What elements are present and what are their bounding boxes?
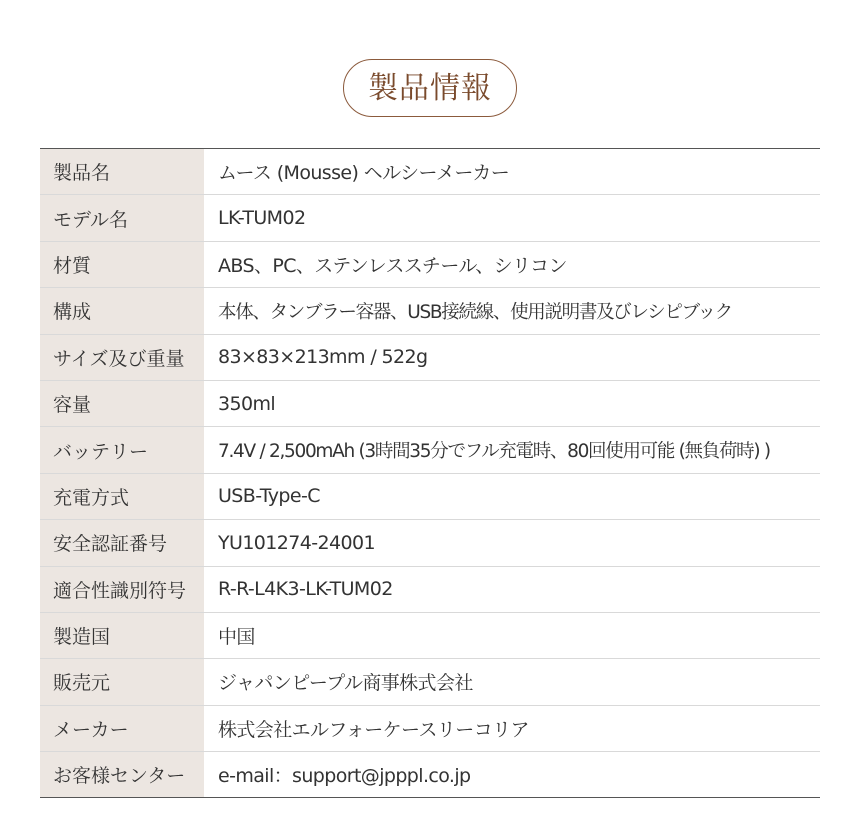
row-label-customer-center: お客様センター [40, 752, 204, 798]
table-row [40, 752, 820, 798]
title-container [0, 59, 860, 117]
row-value-charging: USB-Type-C [204, 473, 820, 519]
table-row [40, 705, 820, 751]
table-row [40, 520, 820, 566]
table-row [40, 659, 820, 705]
row-label-model: モデル名 [40, 195, 204, 241]
row-value-safety-cert: YU101274-24001 [204, 520, 820, 566]
row-value-battery: 7.4V / 2,500mAh (3時間35分でフル充電時、80回使用可能 (無負荷時) ) [204, 427, 820, 473]
row-label-safety-cert: 安全認証番号 [40, 520, 204, 566]
table-row [40, 149, 820, 195]
row-value-manufacturer: 株式会社エルフォーケースリーコリア [204, 705, 820, 751]
row-value-conformity-code: R-R-L4K3-LK-TUM02 [204, 566, 820, 612]
table-row [40, 427, 820, 473]
product-info-table [40, 148, 820, 798]
table-row [40, 380, 820, 426]
row-label-distributor: 販売元 [40, 659, 204, 705]
table-row [40, 566, 820, 612]
row-label-contents: 構成 [40, 288, 204, 334]
page-title: 製品情報 [343, 59, 517, 117]
table-row [40, 612, 820, 658]
row-value-contents: 本体、タンブラー容器、USB接続線、使用説明書及びレシピブック [204, 288, 820, 334]
row-value-model: LK-TUM02 [204, 195, 820, 241]
row-value-country: 中国 [204, 612, 820, 658]
table-row [40, 334, 820, 380]
row-value-capacity: 350ml [204, 380, 820, 426]
row-label-country: 製造国 [40, 612, 204, 658]
row-label-battery: バッテリー [40, 427, 204, 473]
row-label-material: 材質 [40, 241, 204, 287]
row-label-capacity: 容量 [40, 380, 204, 426]
row-label-charging: 充電方式 [40, 473, 204, 519]
row-label-manufacturer: メーカー [40, 705, 204, 751]
row-value-size-weight: 83×83×213mm / 522g [204, 334, 820, 380]
row-value-material: ABS、PC、ステンレススチール、シリコン [204, 241, 820, 287]
row-label-product-name: 製品名 [40, 149, 204, 195]
row-value-product-name: ムース (Mousse) ヘルシーメーカー [204, 149, 820, 195]
row-label-size-weight: サイズ及び重量 [40, 334, 204, 380]
row-label-conformity-code: 適合性識別符号 [40, 566, 204, 612]
row-value-distributor: ジャパンピープル商事株式会社 [204, 659, 820, 705]
table-row [40, 288, 820, 334]
row-value-customer-center: e-mail：support@jpppl.co.jp [204, 752, 820, 798]
table-row [40, 241, 820, 287]
table-row [40, 195, 820, 241]
table-row [40, 473, 820, 519]
